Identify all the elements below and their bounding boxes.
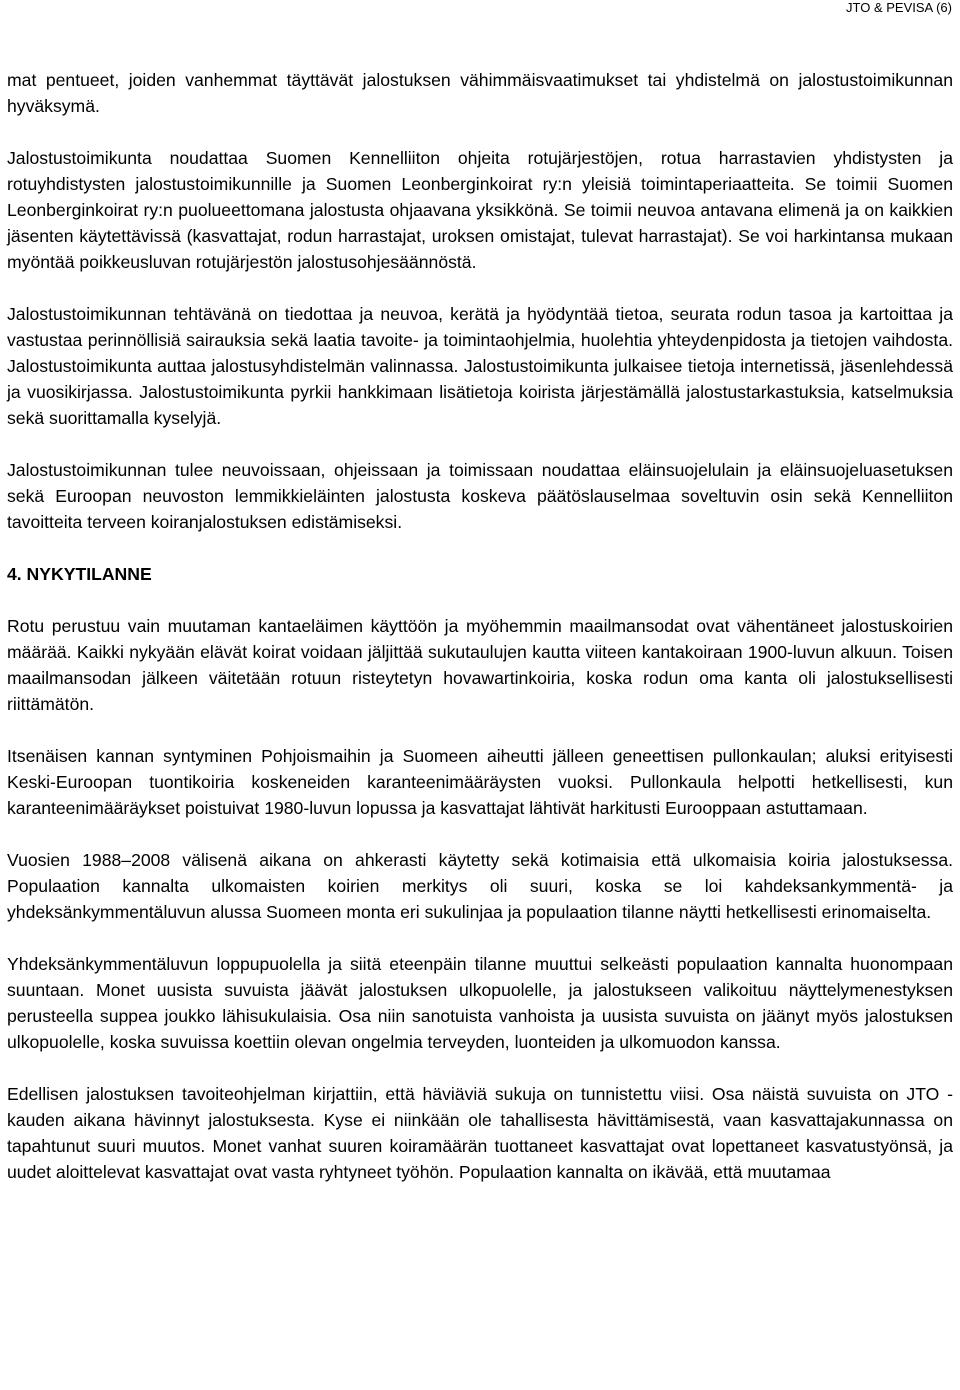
running-header: JTO & PEVISA (6) xyxy=(846,0,952,15)
paragraph-nineties: Yhdeksänkymmentäluvun loppupuolella ja siitä eteenpäin tilanne muuttui selkeästi populaation kannalta huonompaan suuntaan. Monet uusista suvuista jäävät jalostuksen ulkopuolelle, ja jalostukseen valikoituu näyttelymenestyksen perusteella suppea joukko lähisukulaisia. Osa niin sanotuista vanhoista ja uusista suvuista on jäänyt myös jalostuksen ulkopuolelle, koska suvuissa koettiin olevan ongelmia terveyden, luonteiden ja ulkomuodon kanssa. xyxy=(7,954,953,1052)
document-body xyxy=(7,67,953,1185)
paragraph-toimikunta-tasks: Jalostustoimikunnan tehtävänä on tiedottaa ja neuvoa, kerätä ja hyödyntää tietoa, seurata rodun tasoa ja kartoittaa ja vastustaa perinnöllisiä sairauksia sekä laatia tavoite- ja toimintaohjelmia, huolehtia yhteydenpidosta ja tietojen vaihdosta. Jalostustoimikunta auttaa jalostusyhdistelmän valinnassa. Jalostustoimikunta julkaisee tietoja internetissä, jäsenlehdessä ja vuosikirjassa. Jalostustoimikunta pyrkii hankkimaan lisätietoja koirista järjestämällä jalostustarkastuksia, katselmuksia sekä suorittamalla kyselyjä. xyxy=(7,304,953,428)
paragraph-breed-history: Rotu perustuu vain muutaman kantaeläimen käyttöön ja myöhemmin maailmansodat ovat vähentäneet jalostuskoirien määrää. Kaikki nykyään elävät koirat voidaan jäljittää sukutaulujen kautta viiteen kantakoiraan 1900-luvun alkuun. Toisen maailmansodan jälkeen väitetään rotuun risteytetyn hovawartinkoiria, koska rodun oma kanta oli jalostuksellisesti riittämätön. xyxy=(7,616,953,714)
paragraph-continued: mat pentueet, joiden vanhemmat täyttävät jalostuksen vähimmäisvaatimukset tai yhdistelmä on jalostustoimikunnan hyväksymä. xyxy=(7,70,953,116)
paragraph-toimikunta-law: Jalostustoimikunnan tulee neuvoissaan, ohjeissaan ja toimissaan noudattaa eläinsuojelulain ja eläinsuojeluasetuksen sekä Euroopan neuvoston lemmikkieläinten jalostusta koskeva päätöslauselmaa soveltuvin osin sekä Kennelliiton tavoitteita terveen koiranjalostuksen edistämiseksi. xyxy=(7,460,953,532)
paragraph-vanishing-lines: Edellisen jalostuksen tavoiteohjelman kirjattiin, että häviäviä sukuja on tunnistettu viisi. Osa näistä suvuista on JTO -kauden aikana hävinnyt jalostuksesta. Kyse ei niinkään ole tahallisesta hävittämisestä, vaan kasvattajakunnassa on tapahtunut suuri muutos. Monet vanhat suuren koiramäärän tuottaneet kasvattajat ovat lopettaneet kasvatustyönsä, ja uudet aloittelevat kasvattajat ovat vasta ryhtyneet työhön. Populaation kannalta on ikävää, että muutamaa xyxy=(7,1084,953,1182)
paragraph-toimikunta-principles: Jalostustoimikunta noudattaa Suomen Kennelliiton ohjeita rotujärjestöjen, rotua harrastavien yhdistysten ja rotuyhdistysten jalostustoimikunnille ja Suomen Leonberginkoirat ry:n yleisiä toimintaperiaatteita. Se toimii Suomen Leonberginkoirat ry:n puolueettomana jalostusta ohjaavana yksikkönä. Se toimii neuvoa antavana elimenä ja on kaikkien jäsenten käytettävissä (kasvattajat, rodun harrastajat, uroksen omistajat, tulevat harrastajat). Se voi harkintansa mukaan myöntää poikkeusluvan rotujärjestön jalostusohjesäännöstä. xyxy=(7,148,953,272)
section-heading: 4. NYKYTILANNE xyxy=(7,564,152,584)
paragraph-bottleneck: Itsenäisen kannan syntyminen Pohjoismaihin ja Suomeen aiheutti jälleen geneettisen pullonkaulan; aluksi erityisesti Keski-Euroopan tuontikoiria koskeneiden karanteenimääräysten vuoksi. Pullonkaula helpotti hetkellisesti, kun karanteenimääräykset poistuivat 1980-luvun lopussa ja kasvattajat lähtivät harkitusti Eurooppaan astuttamaan. xyxy=(7,746,953,818)
paragraph-1988-2008: Vuosien 1988–2008 välisenä aikana on ahkerasti käytetty sekä kotimaisia että ulkomaisia koiria jalostuksessa. Populaation kannalta ulkomaisten koirien merkitys oli suuri, koska se loi kahdeksankymmentä- ja yhdeksänkymmentäluvun alussa Suomeen monta eri sukulinjaa ja populaation tilanne näytti hetkellisesti erinomaiselta. xyxy=(7,850,953,922)
